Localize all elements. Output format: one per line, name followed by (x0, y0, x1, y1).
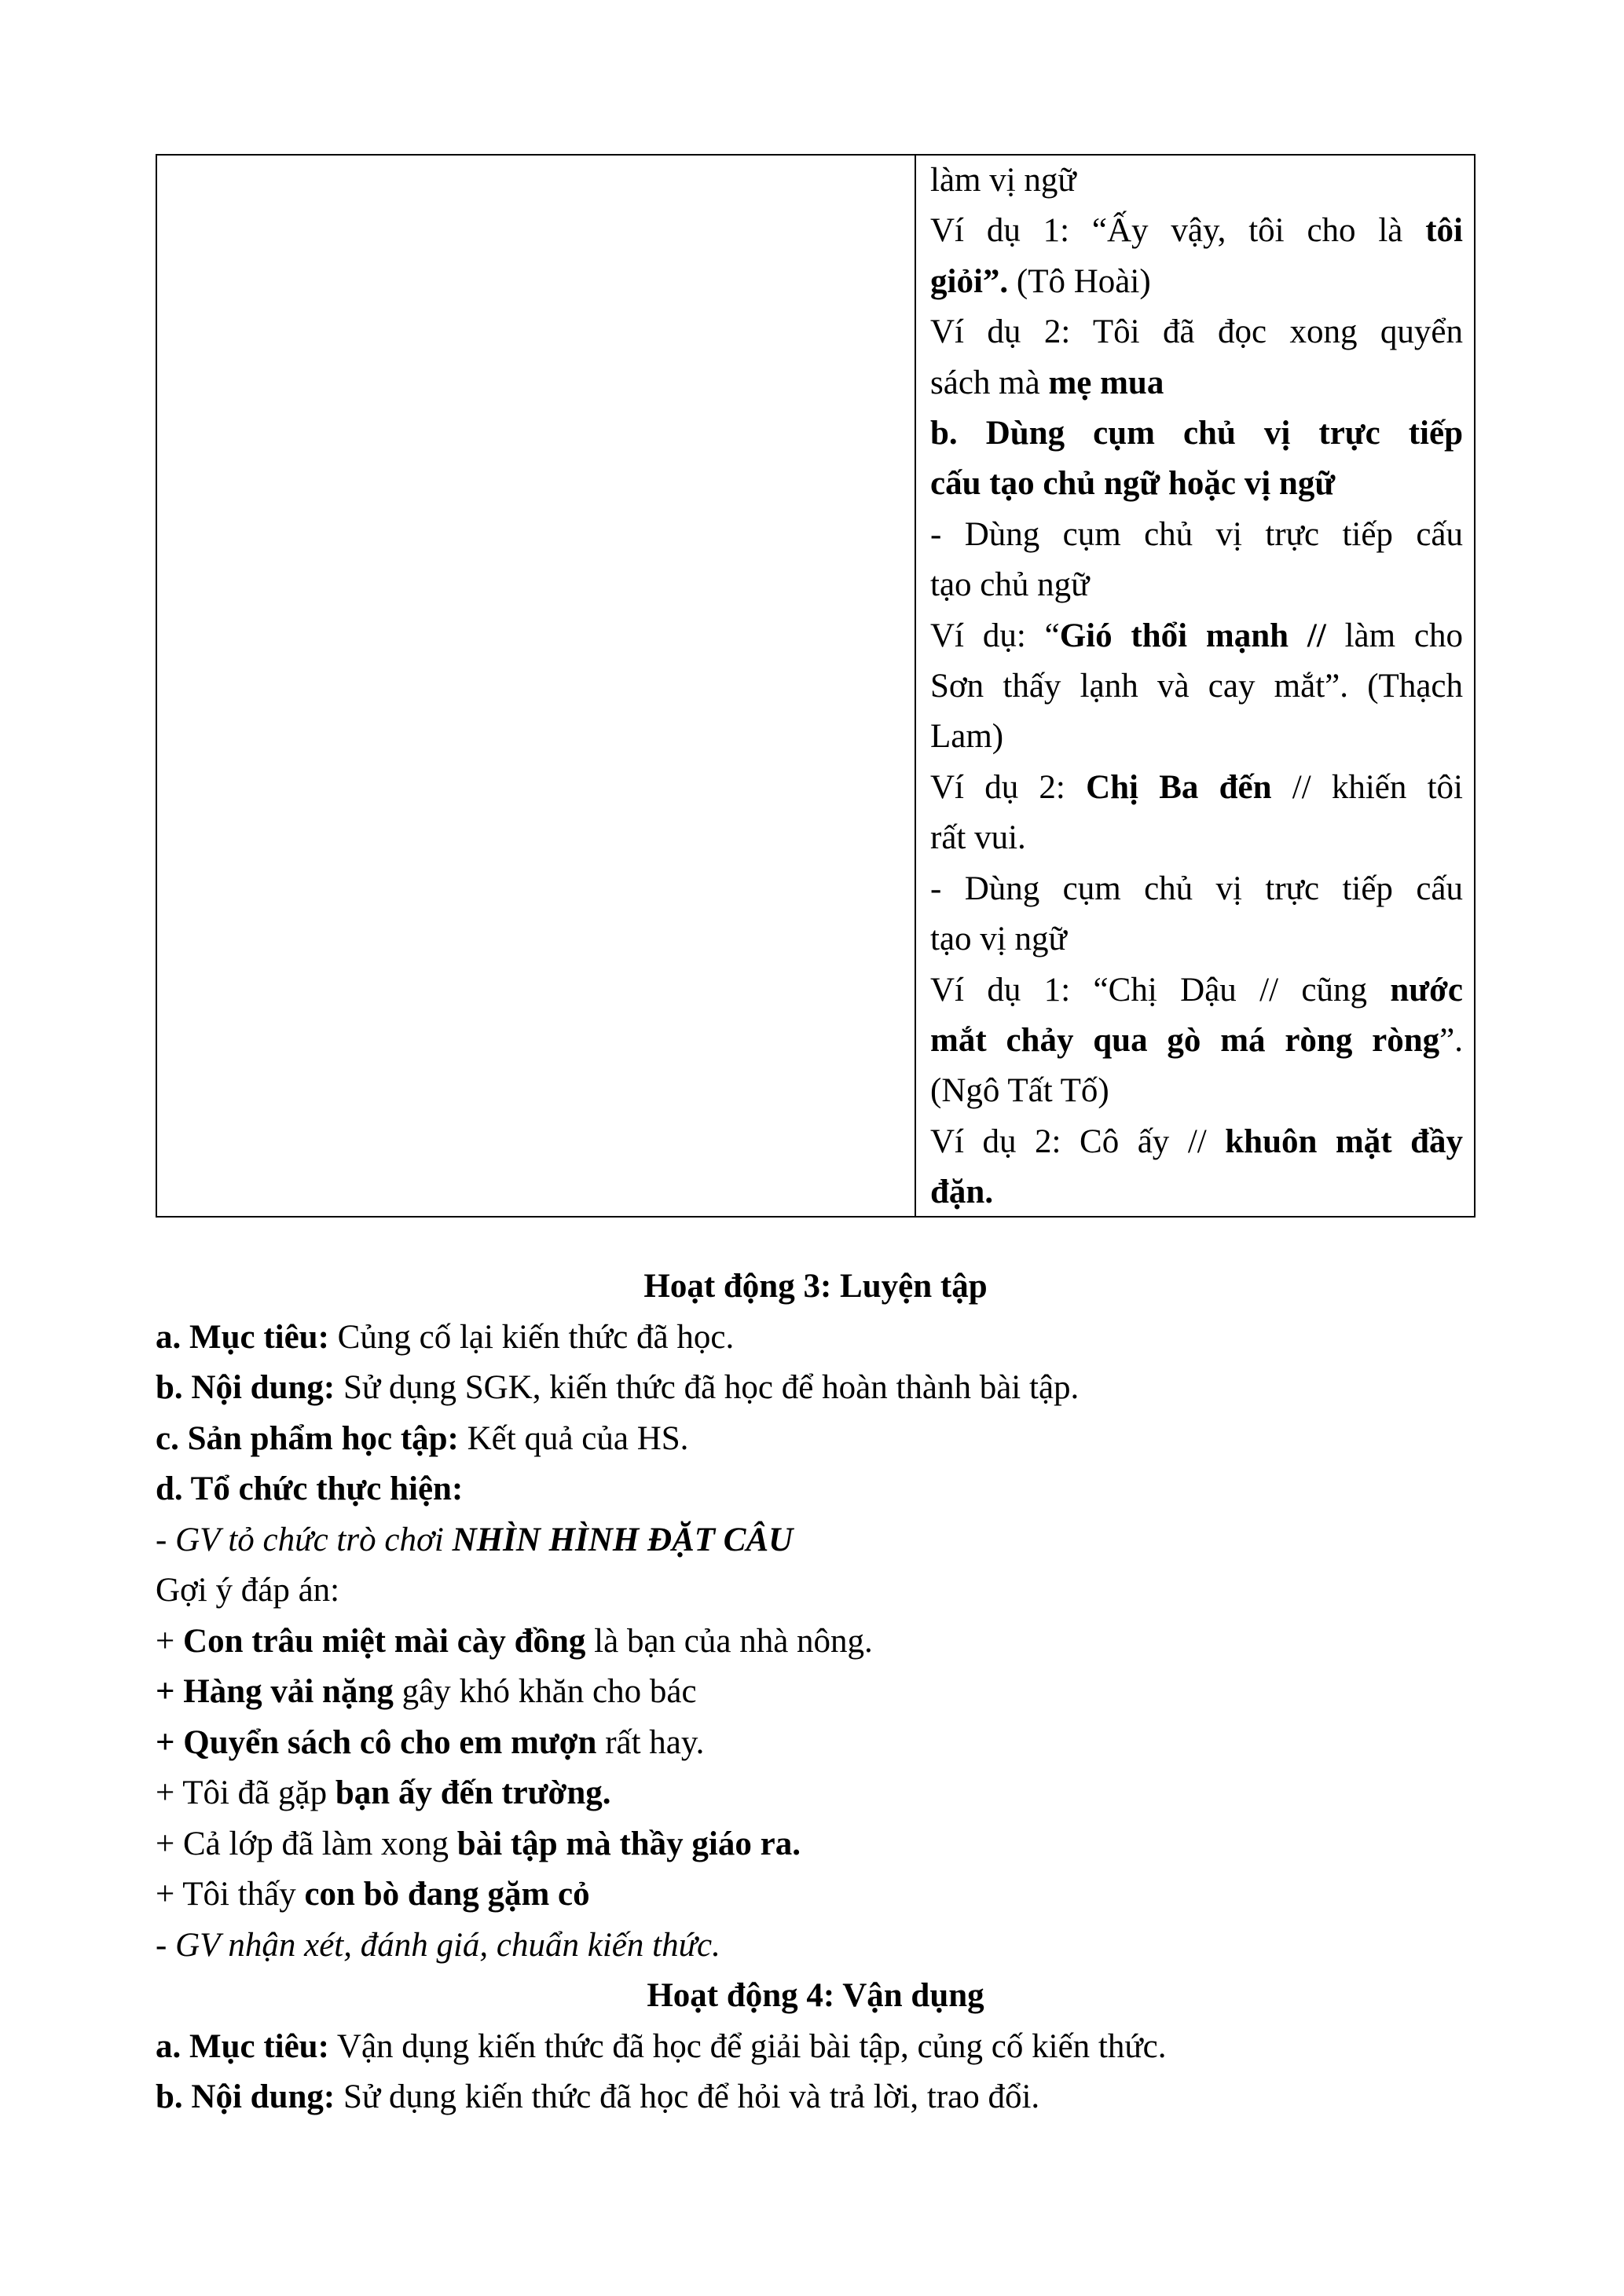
answer-line (156, 1768, 1476, 1819)
bold-text: đặn. (930, 1174, 994, 1211)
bold-text: con bò đang gặm cỏ (304, 1876, 590, 1913)
table-line (930, 560, 1463, 610)
bold-text: Con trâu miệt mài cày đồng (183, 1622, 586, 1660)
text: rất vui. (930, 819, 1026, 857)
table-line (930, 257, 1463, 307)
table-line (930, 1117, 1463, 1167)
paragraph (156, 2072, 1476, 2123)
answer-line (156, 1869, 1476, 1921)
table-line (930, 914, 1463, 965)
text: làm vị ngữ (930, 162, 1076, 199)
text: + Tôi đã gặp (156, 1774, 335, 1811)
text: - Dùng cụm chủ vị trực tiếp cấu (930, 870, 1463, 907)
paragraph (156, 1363, 1476, 1414)
paragraph (156, 2022, 1476, 2073)
section-heading-b (930, 459, 1463, 509)
table-line (930, 510, 1463, 560)
text: (Tô Hoài) (1008, 262, 1151, 300)
text: ”. (1439, 1021, 1463, 1059)
text: Ví dụ 1: “Chị Dậu // cũng (930, 971, 1391, 1009)
bold-text: Chị Ba đến (1086, 768, 1272, 806)
label: a. Mục tiêu: (156, 1318, 329, 1356)
bold-text: khuôn mặt đầy (1225, 1122, 1464, 1160)
answer-line (156, 1718, 1476, 1769)
text: // khiến tôi (1271, 768, 1463, 806)
text: tạo chủ ngữ (930, 566, 1090, 604)
text: b. Dùng cụm chủ vị trực tiếp (930, 415, 1463, 452)
text: là bạn của nhà nông. (585, 1622, 873, 1660)
bold-text: + Quyển sách cô cho em mượn (156, 1723, 597, 1761)
text: (Ngô Tất Tố) (930, 1072, 1109, 1110)
paragraph (156, 1464, 1476, 1515)
text: Kết quả của HS. (458, 1419, 689, 1457)
paragraph (156, 1515, 1476, 1566)
text: + Cả lớp đã làm xong (156, 1825, 457, 1862)
column-divider (915, 156, 916, 1216)
bold-text: Gió thổi mạnh // (1059, 617, 1326, 654)
label: b. Nội dung: (156, 1369, 335, 1406)
paragraph: - GV nhận xét, đánh giá, chuẩn kiến thức. (156, 1926, 720, 1964)
table-line (930, 1167, 1463, 1218)
answer-line (156, 1667, 1476, 1718)
table-line (930, 965, 1463, 1016)
bold-text: bài tập mà thầy giáo ra. (456, 1825, 801, 1862)
answer-line (156, 1819, 1476, 1870)
text: + Tôi thấy (156, 1876, 305, 1913)
text: Ví dụ 2: Cô ấy // (930, 1122, 1226, 1160)
text: Ví dụ 2: Tôi đã đọc xong quyển (930, 313, 1463, 351)
lesson-table (156, 154, 1476, 1218)
bold-text: + Hàng vải nặng (156, 1673, 394, 1710)
paragraph: Gợi ý đáp án: (156, 1572, 340, 1609)
table-line (930, 1066, 1463, 1116)
text: cấu tạo chủ ngữ hoặc vị ngữ (930, 465, 1336, 503)
table-line (930, 763, 1463, 813)
activity4-title: Hoạt động 4: Vận dụng (647, 1977, 984, 2014)
text: - Dùng cụm chủ vị trực tiếp cấu (930, 515, 1463, 553)
table-line (930, 813, 1463, 863)
activity-content (156, 1262, 1476, 2123)
bold-text: NHÌN HÌNH ĐẶT CÂU (452, 1521, 794, 1558)
bold-text: nước (1390, 971, 1463, 1009)
text: Củng cố lại kiến thức đã học. (328, 1318, 735, 1356)
text: gây khó khăn cho bác (393, 1673, 697, 1710)
paragraph (156, 1414, 1476, 1465)
paragraph (156, 1313, 1476, 1364)
label: a. Mục tiêu: (156, 2027, 329, 2065)
label: d. Tổ chức thực hiện: (156, 1470, 464, 1507)
section-heading-b (930, 408, 1463, 459)
text: Ví dụ 2: (930, 768, 1087, 806)
table-line (930, 611, 1463, 661)
text: Lam) (930, 718, 1004, 756)
bold-text: mắt chảy qua gò má ròng ròng (930, 1021, 1440, 1059)
bold-text: giỏi”. (930, 262, 1009, 300)
text: Ví dụ: “ (930, 617, 1060, 654)
bold-text: mẹ mua (1048, 364, 1164, 401)
right-column-cell (930, 156, 1463, 1218)
table-line (930, 307, 1463, 357)
text: - GV tỏ chức trò chơi (156, 1521, 453, 1558)
table-line (930, 156, 1463, 206)
label: c. Sản phẩm học tập: (156, 1419, 459, 1457)
bold-text: bạn ấy đến trường. (335, 1774, 611, 1811)
text: tạo vị ngữ (930, 921, 1067, 958)
table-line (930, 661, 1463, 712)
text: Vận dụng kiến thức đã học để giải bài tập, củng cố kiến thức. (328, 2027, 1167, 2065)
text: + (156, 1622, 184, 1660)
answer-line (156, 1617, 1476, 1668)
table-line (930, 358, 1463, 408)
text: sách mà (930, 364, 1049, 401)
table-line (930, 206, 1463, 256)
text: làm cho (1325, 617, 1463, 654)
table-line (930, 1016, 1463, 1066)
label: b. Nội dung: (156, 2078, 335, 2115)
activity3-title: Hoạt động 3: Luyện tập (643, 1268, 988, 1305)
table-line (930, 864, 1463, 914)
text: rất hay. (596, 1723, 705, 1761)
text: Sơn thấy lạnh và cay mắt”. (Thạch (930, 668, 1463, 705)
text: Sử dụng SGK, kiến thức đã học để hoàn thành bài tập. (335, 1369, 1080, 1406)
table-line (930, 712, 1463, 762)
text: Ví dụ 1: “Ấy vậy, tôi cho là (930, 212, 1426, 250)
bold-text: tôi (1425, 212, 1463, 250)
text: Sử dụng kiến thức đã học để hỏi và trả lời, trao đổi. (335, 2078, 1040, 2115)
